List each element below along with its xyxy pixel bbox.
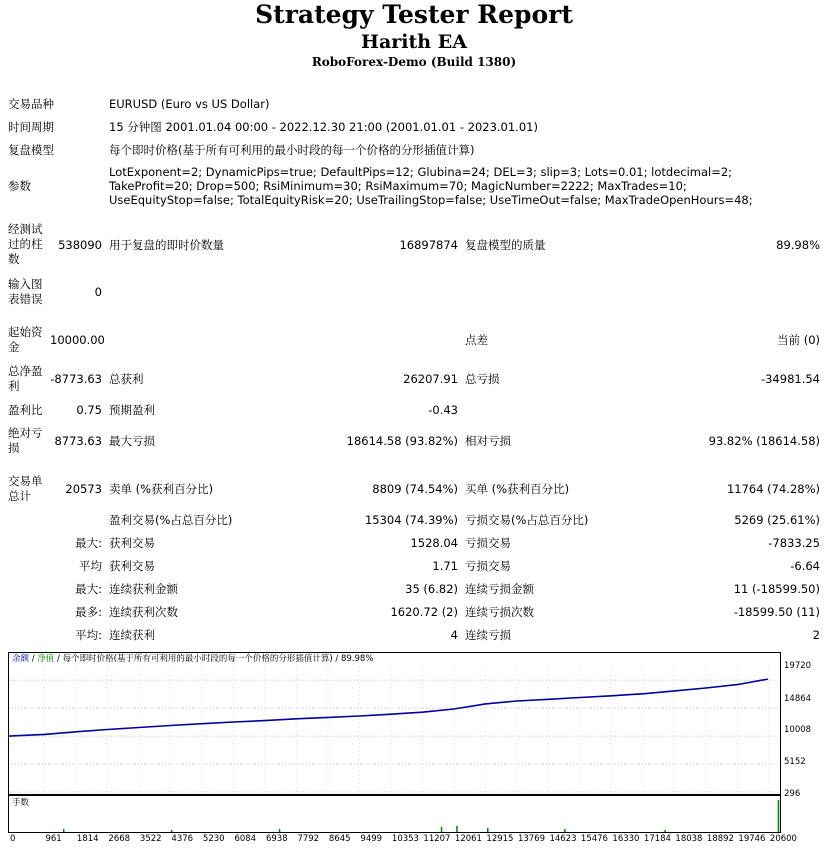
server-info: RoboForex-Demo (Build 1380) [311, 55, 517, 69]
average-consecutive-wins-value: 4 [450, 628, 458, 642]
x-tick-label: 18892 [706, 834, 734, 844]
gross-profit-value: 26207.91 [403, 372, 458, 386]
x-tick-label: 12915 [486, 834, 514, 844]
legend-model-info: / 每个即时价格(基于所有可利用的最小时段的每一个价格的分形插值计算) / 89.98% [54, 654, 374, 664]
quality-label: 复盘模型的质量 [465, 238, 546, 252]
average-consecutive-losses-label: 连续亏损 [465, 628, 511, 642]
x-tick-label: 20600 [769, 834, 797, 844]
y-tick-label: 296 [784, 789, 801, 799]
x-tick-label: 6938 [265, 834, 288, 844]
max-consecutive-prefix: 最大: [75, 582, 102, 596]
abs-drawdown-label: 绝对亏损 [8, 426, 43, 455]
net-profit-value: -8773.63 [50, 372, 102, 386]
short-positions-value: 8809 (74.54%) [372, 482, 458, 496]
y-tick-label: 19720 [784, 661, 812, 671]
params-label: 参数 [8, 179, 31, 193]
y-tick-label: 5152 [784, 757, 806, 767]
ticks-value: 16897874 [399, 238, 458, 252]
volume-bar [441, 827, 443, 832]
max-consecutive-losses-value: 11 (-18599.50) [733, 582, 820, 596]
abs-drawdown-value: 8773.63 [54, 434, 102, 448]
maximal-consecutive-losses-label: 连续亏损次数 [465, 605, 534, 619]
y-tick-label: 10008 [784, 725, 812, 735]
x-tick-label: 0 [10, 834, 16, 844]
bars-value: 538090 [58, 238, 102, 252]
x-tick-label: 6084 [234, 834, 257, 844]
average-consecutive-prefix: 平均: [75, 628, 102, 642]
gross-profit-label: 总获利 [109, 372, 144, 386]
x-tick-label: 4376 [171, 834, 194, 844]
total-trades-value: 20573 [65, 482, 102, 496]
x-tick-label: 12061 [454, 834, 482, 844]
max-consecutive-wins-value: 35 (6.82) [405, 582, 458, 596]
volume-label: 手数 [12, 798, 30, 808]
largest-loss-value: -7833.25 [768, 536, 820, 550]
profit-trades-label: 盈利交易(%占总百分比) [109, 513, 233, 527]
profit-factor-value: 0.75 [76, 403, 102, 417]
deposit-value: 10000.00 [50, 333, 105, 347]
x-tick-label: 3522 [139, 834, 162, 844]
volume-bar [456, 826, 458, 832]
x-tick-label: 9499 [360, 834, 383, 844]
long-positions-label: 买单 (%获利百分比) [465, 482, 570, 496]
legend-separator: / [29, 654, 38, 664]
x-tick-label: 10353 [391, 834, 419, 844]
x-tick-label: 14623 [549, 834, 577, 844]
params-value: LotExponent=2; DynamicPips=true; DefaultPips=12; Glubina=24; DEL=3; slip=3; Lots=0.01; lotdecimal=2; TakeProfit=20; Drop=500; RsiMinimum=30; RsiMaximum=70; MagicNumber=2222; MaxTrades=10; UseEquityStop=false; TotalEquityRisk=20; UseTrailingStop=false; UseTimeOut=false; MaxTradeOpenHours=48; [109, 165, 753, 207]
x-tick-label: 1814 [76, 834, 99, 844]
payoff-label: 预期盈利 [109, 403, 155, 417]
x-tick-label: 2668 [108, 834, 131, 844]
largest-profit-label: 获利交易 [109, 536, 155, 550]
quality-value: 89.98% [776, 238, 820, 252]
volume-panel [8, 795, 781, 833]
largest-profit-value: 1528.04 [410, 536, 458, 550]
average-profit-label: 获利交易 [109, 559, 155, 573]
x-tick-label: 19746 [738, 834, 766, 844]
period-label: 时间周期 [8, 120, 54, 134]
volume-plot [9, 796, 780, 832]
maximal-consecutive-prefix: 最多: [75, 605, 102, 619]
loss-trades-value: 5269 (25.61%) [734, 513, 820, 527]
short-positions-label: 卖单 (%获利百分比) [109, 482, 214, 496]
x-tick-label: 13769 [517, 834, 545, 844]
average-consecutive-wins-label: 连续获利 [109, 628, 155, 642]
errors-label: 输入图表错误 [8, 277, 43, 306]
period-value: 15 分钟图 2001.01.04 00:00 - 2022.12.30 21:00 (2001.01.01 - 2023.01.01) [109, 120, 538, 134]
x-tick-label: 961 [45, 834, 62, 844]
volume-bar [63, 829, 65, 832]
payoff-value: -0.43 [428, 403, 458, 417]
max-drawdown-label: 最大亏损 [109, 434, 155, 448]
errors-value: 0 [94, 285, 102, 299]
net-profit-label: 总净盈利 [8, 364, 43, 393]
legend-balance: 余额 [12, 654, 30, 664]
rel-drawdown-label: 相对亏损 [465, 434, 511, 448]
maximal-consecutive-losses-value: -18599.50 (11) [733, 605, 820, 619]
gross-loss-value: -34981.54 [760, 372, 820, 386]
volume-bar [778, 800, 780, 832]
max-drawdown-value: 18614.58 (93.82%) [346, 434, 458, 448]
average-consecutive-losses-value: 2 [812, 628, 820, 642]
balance-plot [9, 653, 780, 794]
average-loss-value: -6.64 [790, 559, 820, 573]
report-title: Strategy Tester Report [255, 0, 573, 29]
volume-bar [487, 828, 489, 832]
gross-loss-label: 总亏损 [465, 372, 500, 386]
volume-bar [664, 830, 666, 832]
max-consecutive-losses-label: 连续亏损金额 [465, 582, 534, 596]
x-tick-label: 8645 [328, 834, 351, 844]
ticks-label: 用于复盘的即时价数量 [109, 238, 224, 252]
total-trades-label: 交易单总计 [8, 474, 43, 503]
model-label: 复盘模型 [8, 143, 54, 157]
largest-prefix: 最大: [75, 536, 102, 550]
volume-bar [279, 829, 281, 832]
x-tick-label: 15476 [580, 834, 608, 844]
spread-value: 当前 (0) [777, 333, 820, 347]
model-value: 每个即时价格(基于所有可利用的最小时段的每一个价格的分形插值计算) [109, 143, 475, 157]
average-prefix: 平均 [79, 559, 102, 573]
y-tick-label: 14864 [784, 694, 812, 704]
x-tick-label: 5230 [202, 834, 225, 844]
largest-loss-label: 亏损交易 [465, 536, 511, 550]
maximal-consecutive-wins-value: 1620.72 (2) [390, 605, 458, 619]
symbol-label: 交易品种 [8, 97, 54, 111]
profit-factor-label: 盈利比 [8, 403, 43, 417]
loss-trades-label: 亏损交易(%占总百分比) [465, 513, 589, 527]
legend-equity: 净值 [37, 654, 55, 664]
x-tick-label: 7792 [297, 834, 320, 844]
ea-name: Harith EA [361, 31, 467, 53]
volume-bar [564, 829, 566, 832]
maximal-consecutive-wins-label: 连续获利次数 [109, 605, 178, 619]
x-tick-label: 16330 [612, 834, 640, 844]
volume-bar [171, 830, 173, 832]
spread-label: 点差 [465, 333, 488, 347]
rel-drawdown-value: 93.82% (18614.58) [708, 434, 820, 448]
deposit-label: 起始资金 [8, 325, 43, 354]
average-profit-value: 1.71 [432, 559, 458, 573]
average-loss-label: 亏损交易 [465, 559, 511, 573]
bars-label: 经测试过的柱数 [8, 222, 43, 266]
x-tick-label: 18038 [675, 834, 703, 844]
long-positions-value: 11764 (74.28%) [726, 482, 820, 496]
max-consecutive-wins-label: 连续获利金额 [109, 582, 178, 596]
symbol-value: EURUSD (Euro vs US Dollar) [109, 97, 270, 111]
x-tick-label: 17184 [643, 834, 671, 844]
profit-trades-value: 15304 (74.39%) [364, 513, 458, 527]
x-tick-label: 11207 [423, 834, 451, 844]
balance-chart [8, 652, 781, 795]
